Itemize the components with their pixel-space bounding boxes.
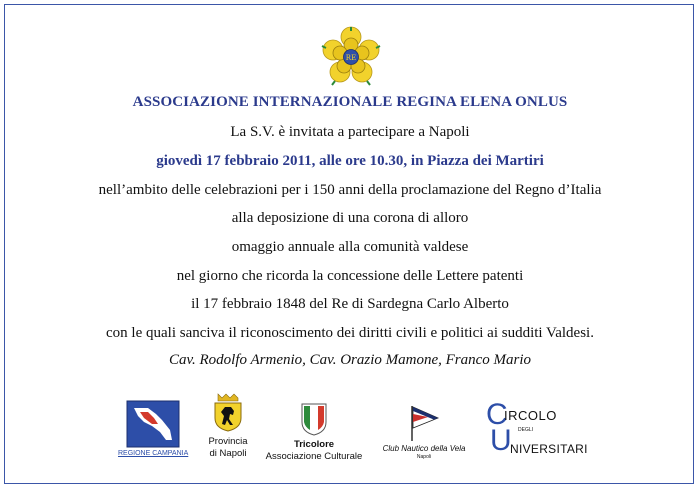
tricolore-logo <box>264 402 364 464</box>
provincia-napoli-logo <box>196 392 260 464</box>
club-line1: Club Nautico della Vela <box>382 444 466 453</box>
provincia-line1: Provincia <box>208 436 248 447</box>
circolo-c-letter: C <box>486 398 508 431</box>
signatures-line: Cav. Rodolfo Armenio, Cav. Orazio Mamone, Franco Mario <box>168 352 532 368</box>
tricolore-shield-icon <box>300 402 328 436</box>
emblem-monogram: RE <box>345 54 357 62</box>
regione-campania-logo <box>118 400 188 462</box>
club-line2: Napoli <box>416 454 432 460</box>
deposition-line: alla deposizione di una corona di alloro <box>231 210 469 226</box>
regione-campania-shield-icon <box>126 400 180 448</box>
day-line: nel giorno che ricorda la concessione delle Lettere patenti <box>176 268 524 284</box>
regione-campania-caption: REGIONE CAMPANIA <box>118 450 189 457</box>
circolo-u-letter: U <box>490 424 512 457</box>
homage-line: omaggio annuale alla comunità valdese <box>231 239 469 255</box>
invite-line: La S.V. è invitata a partecipare a Napoli <box>230 124 470 140</box>
rose-emblem-icon <box>320 26 382 88</box>
rights-line: con le quali sanciva il riconoscimento dei diritti civili e politici ai sudditi Valdesi. <box>106 325 594 341</box>
circolo-degli: DEGLI <box>518 427 534 433</box>
date-line: giovedì 17 febbraio 2011, alle ore 10.30, in Piazza dei Martiri <box>156 153 544 169</box>
association-title: ASSOCIAZIONE INTERNAZIONALE REGINA ELENA ONLUS <box>132 94 568 110</box>
horse-crest-icon <box>212 392 244 432</box>
circolo-universitari-word: NIVERSITARI <box>510 442 588 456</box>
circolo-universitari-logo <box>484 398 594 462</box>
club-nautico-logo <box>376 404 472 462</box>
king-line: il 17 febbraio 1848 del Re di Sardegna Carlo Alberto <box>191 296 509 312</box>
context-line: nell’ambito delle celebrazioni per i 150 anni della proclamazione del Regno d’Italia <box>98 182 602 198</box>
circolo-word: IRCOLO <box>504 408 557 423</box>
tricolore-line1: Tricolore <box>293 439 335 450</box>
provincia-line2: di Napoli <box>209 448 247 459</box>
tricolore-line2: Associazione Culturale <box>265 451 363 462</box>
sail-flag-icon <box>406 404 440 442</box>
